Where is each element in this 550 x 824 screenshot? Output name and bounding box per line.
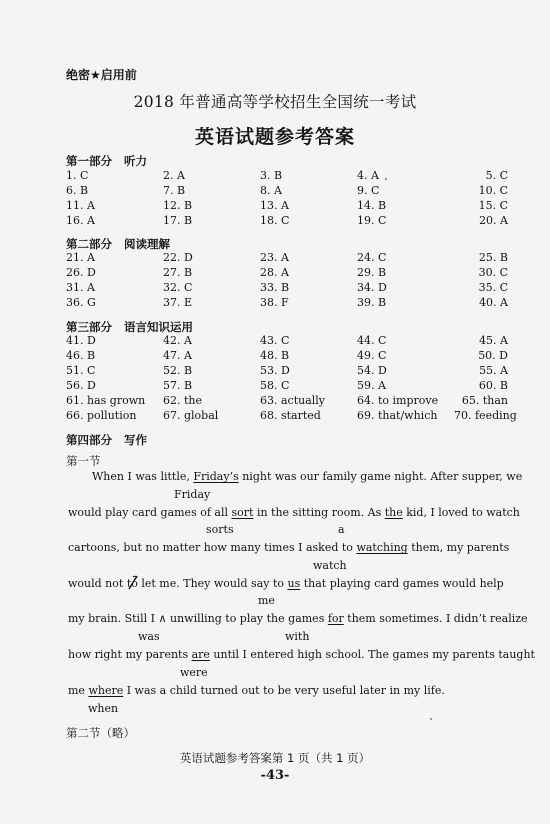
answer-item: 64. to improve	[357, 394, 439, 407]
answer-item: 8. A	[260, 184, 282, 197]
answer-item: 63. actually	[260, 394, 326, 407]
answer-item: 37. E	[163, 296, 193, 309]
answer-item: 69. that/which	[357, 409, 438, 422]
part1-name: 听力	[124, 154, 147, 168]
answer-item: 67. global	[163, 409, 219, 422]
essay-line-3: cartoons, but no matter how many times I asked to watching them, my parents	[68, 541, 510, 554]
answer-item: 24. C	[357, 251, 387, 264]
answer-item: 68. started	[260, 409, 321, 422]
page-number: -43-	[260, 768, 290, 783]
essay-line-5: my brain. Still I ∧ unwilling to play the games for them sometimes. I didn’t realize	[68, 612, 528, 625]
answer-item: 26. D	[66, 266, 96, 279]
answer-item: 10. C	[478, 184, 508, 197]
part4-name: 写作	[124, 433, 147, 447]
answer-item: 50. D	[478, 349, 508, 362]
answer-item: 2. A	[163, 169, 185, 182]
answer-item: 54. D	[357, 364, 387, 377]
section2-label: 第二节（略）	[66, 726, 135, 740]
part4-heading	[66, 432, 147, 448]
answer-item: 1. C	[66, 169, 89, 182]
page-title: 英语试题参考答案	[194, 126, 355, 148]
correction: when	[88, 702, 119, 715]
correction: me	[258, 594, 275, 607]
correction: with	[285, 630, 310, 643]
exam-title: 2018 年普通高等学校招生全国统一考试	[133, 93, 417, 111]
error-mark: Friday’s	[193, 470, 239, 483]
part2-answer-grid	[66, 250, 508, 310]
essay-line-4: would not to let me. They would say to us that playing card games would help	[68, 577, 504, 590]
answer-item: 45. A	[479, 334, 508, 347]
essay-line-7: me where I was a child turned out to be very useful later in my life.	[68, 684, 445, 697]
answer-item: 39. B	[357, 296, 387, 309]
essay-line-2: would play card games of all sort in the sitting room. As the kid, I loved to watch	[68, 506, 520, 519]
part2-label: 第二部分	[66, 237, 112, 251]
part3-label: 第三部分	[66, 320, 112, 334]
answer-item: 16. A	[66, 214, 95, 227]
correction: were	[180, 666, 208, 679]
answer-item: 65. than	[461, 394, 508, 407]
footer-text: 英语试题参考答案第 1 页（共 1 页）	[179, 751, 371, 765]
answer-item: 29. B	[357, 266, 387, 279]
answer-item: 48. B	[260, 349, 290, 362]
answer-item: 22. D	[163, 251, 193, 264]
answer-item: 14. B	[357, 199, 387, 212]
part1-label: 第一部分	[66, 154, 112, 168]
answer-item: 25. B	[478, 251, 508, 264]
correction: a	[338, 523, 345, 536]
answer-item: 56. D	[66, 379, 96, 392]
error-mark: sort	[231, 506, 254, 519]
answer-item: 11. A	[66, 199, 95, 212]
answer-item: 19. C	[357, 214, 387, 227]
answer-item: 6. B	[66, 184, 89, 197]
error-mark: the	[384, 506, 403, 519]
answer-item: 9. C	[357, 184, 380, 197]
scan-speck	[385, 178, 387, 180]
answer-item: 15. C	[478, 199, 508, 212]
answer-item: 61. has grown	[66, 394, 146, 407]
answer-item: 55. A	[479, 364, 508, 377]
answer-item: 66. pollution	[66, 409, 137, 422]
answer-item: 60. B	[478, 379, 508, 392]
part1-heading	[66, 153, 147, 169]
error-mark: are	[191, 648, 210, 661]
answer-item: 4. A	[357, 169, 379, 182]
answer-item: 41. D	[66, 334, 96, 347]
answer-item: 52. B	[163, 364, 193, 377]
answer-item: 70. feeding	[454, 409, 517, 422]
answer-item: 43. C	[260, 334, 290, 347]
correction: sorts	[206, 523, 234, 536]
answer-item: 23. A	[260, 251, 289, 264]
answer-item: 12. B	[163, 199, 193, 212]
scan-speck	[430, 718, 432, 720]
essay-line-6: how right my parents are until I entered high school. The games my parents taught	[68, 648, 535, 661]
part4-label: 第四部分	[66, 433, 112, 447]
answer-item: 13. A	[260, 199, 289, 212]
answer-item: 35. C	[478, 281, 508, 294]
delete-slash-icon	[126, 575, 140, 591]
answer-item: 18. C	[260, 214, 290, 227]
answer-item: 53. D	[260, 364, 290, 377]
answer-item: 30. C	[478, 266, 508, 279]
answer-item: 44. C	[357, 334, 387, 347]
answer-item: 21. A	[66, 251, 95, 264]
answer-item: 46. B	[66, 349, 96, 362]
answer-item: 34. D	[357, 281, 387, 294]
answer-item: 49. C	[357, 349, 387, 362]
correction: watch	[313, 559, 347, 572]
error-mark: where	[88, 684, 124, 697]
answer-item: 27. B	[163, 266, 193, 279]
answer-item: 36. G	[66, 296, 96, 309]
answer-item: 31. A	[66, 281, 95, 294]
answer-item: 5. C	[485, 169, 508, 182]
answer-item: 3. B	[260, 169, 283, 182]
answer-item: 38. F	[260, 296, 289, 309]
answer-item: 28. A	[260, 266, 289, 279]
error-mark: us	[287, 577, 301, 590]
answer-item: 33. B	[260, 281, 290, 294]
answer-item: 51. C	[66, 364, 96, 377]
deleted-word: to	[126, 577, 138, 590]
part1-answer-grid	[66, 168, 508, 228]
answer-item: 32. C	[163, 281, 193, 294]
confidential-label: 绝密★启用前	[66, 68, 137, 82]
answer-item: 40. A	[479, 296, 508, 309]
correction: was	[138, 630, 160, 643]
answer-item: 7. B	[163, 184, 186, 197]
answer-item: 59. A	[357, 379, 386, 392]
error-mark: watching	[356, 541, 408, 554]
correction: Friday	[174, 488, 211, 501]
section1-label: 第一节	[66, 454, 101, 468]
answer-item: 42. A	[163, 334, 192, 347]
answer-item: 57. B	[163, 379, 193, 392]
answer-item: 20. A	[479, 214, 508, 227]
answer-item: 17. B	[163, 214, 193, 227]
answer-item: 62. the	[163, 394, 203, 407]
part2-name: 阅读理解	[124, 237, 170, 251]
part3-name: 语言知识运用	[124, 320, 193, 334]
essay-line-1: When I was little, Friday’s night was our family game night. After supper, we	[92, 470, 523, 483]
answer-item: 47. A	[163, 349, 192, 362]
error-mark: for	[327, 612, 344, 625]
part3-answer-grid	[66, 333, 517, 423]
answer-item: 58. C	[260, 379, 290, 392]
